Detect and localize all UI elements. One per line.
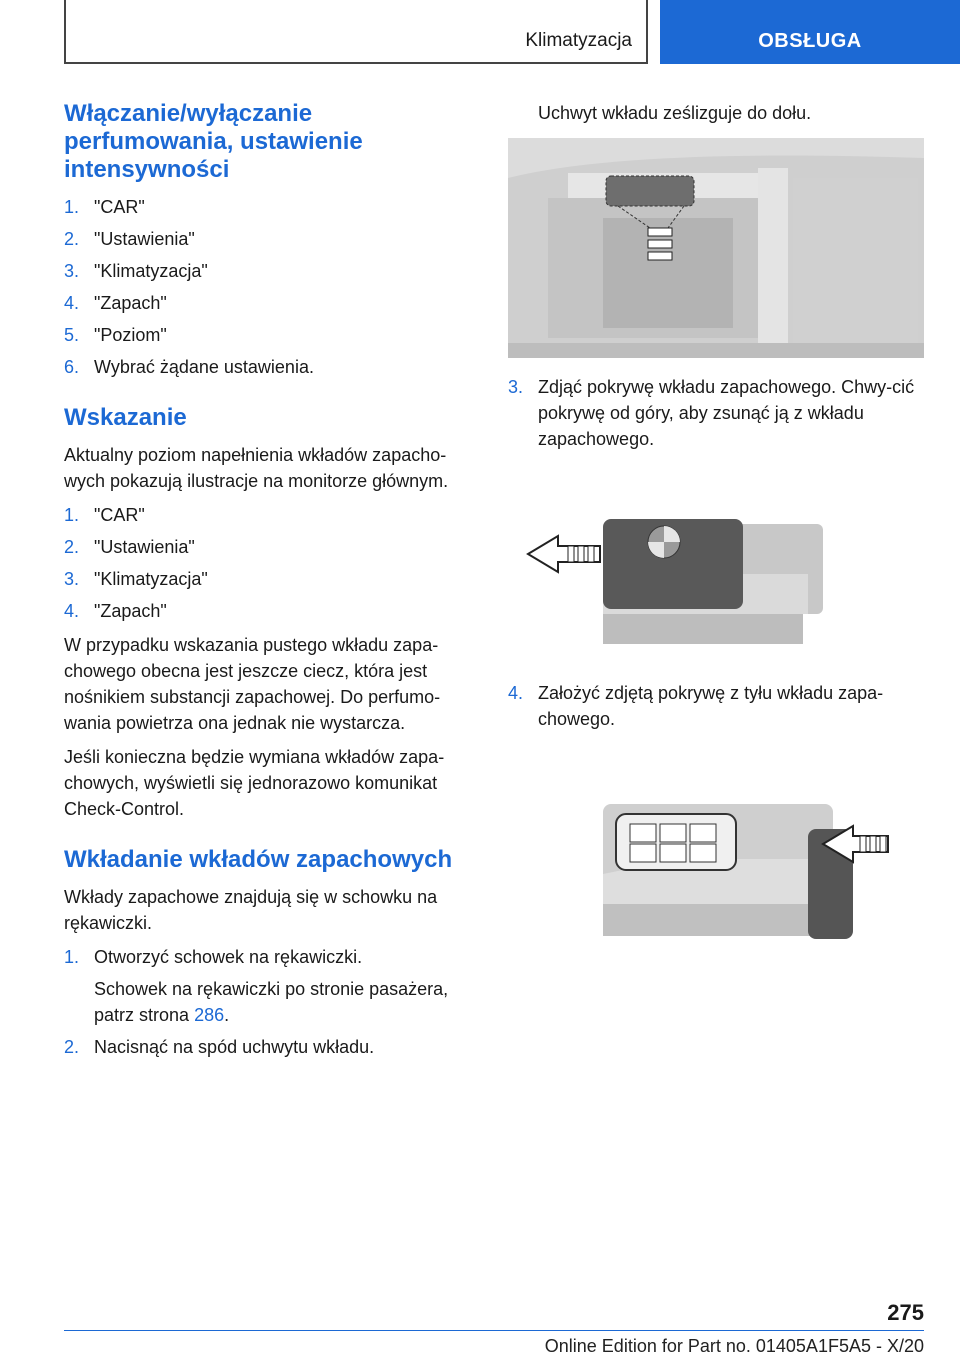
- list-item: 6. Wybrać żądane ustawienia.: [64, 357, 314, 377]
- glovebox-illustration: [508, 138, 924, 358]
- page-link[interactable]: 286: [194, 1005, 225, 1025]
- heading-perfume-toggle: Włączanie/wyłączanie perfumowania, ustawienie intensywności: [64, 100, 363, 183]
- list-item: 3. Zdjąć pokrywę wkładu zapachowego. Chwy-cić pokrywę od góry, aby zsunąć ją z wkładu zapachowego.: [508, 377, 915, 449]
- list-item: 4. "Zapach": [64, 293, 167, 313]
- cartridge-cover-removal-illustration: [508, 464, 924, 664]
- heading-indicator: Wskazanie: [64, 404, 187, 431]
- list-item: 4. "Zapach": [64, 601, 167, 621]
- list-item: 3. "Klimatyzacja": [64, 261, 208, 281]
- heading-insert-cartridges: Wkładanie wkładów zapachowych: [64, 846, 453, 873]
- edition-text: Online Edition for Part no. 01405A1F5A5 - X/20: [544, 1336, 924, 1356]
- paragraph-check-control: Jeśli konieczna będzie wymiana wkładów zapa-chowych, wyświetli się jednorazowo komunikat Check-Control.: [64, 747, 445, 819]
- list-item: 1. Otworzyć schowek na rękawiczki. Schowek na rękawiczki po stronie pasażera, patrz strona 286.: [64, 947, 449, 1025]
- cartridge-cover-reattach-illustration: [508, 744, 924, 964]
- header-box: [64, 0, 648, 64]
- list-item: 2. Nacisnąć na spód uchwytu wkładu.: [64, 1037, 375, 1057]
- steps-list-3: [64, 944, 474, 1060]
- section-title: Klimatyzacja: [525, 30, 632, 51]
- section-tab[interactable]: OBSŁUGA: [660, 0, 960, 64]
- list-item: 5. "Poziom": [64, 325, 167, 345]
- paragraph-indicator: Aktualny poziom napełnienia wkładów zapacho-wych pokazują ilustracje na monitorze głównym.: [64, 445, 449, 491]
- paragraph-holder-slides: Uchwyt wkładu ześlizguje do dołu.: [538, 103, 812, 123]
- paragraph-empty-cartridge: W przypadku wskazania pustego wkładu zapa-chowego obecna jest jeszcze ciecz, która jest nośnikiem substancji zapachowej. Do perfumo-wania powietrza ona jednak nie wystarcza.: [64, 635, 441, 733]
- list-item: 4. Założyć zdjętą pokrywę z tyłu wkładu zapa-chowego.: [508, 683, 884, 729]
- list-item: 2. "Ustawienia": [64, 229, 195, 249]
- page-number: 275: [887, 1300, 924, 1325]
- list-item: 2. "Ustawienia": [64, 537, 195, 557]
- steps-list-1: [64, 194, 474, 380]
- steps-list-right-2: [508, 680, 924, 732]
- steps-list-right-1: [508, 374, 924, 452]
- paragraph-location: Wkłady zapachowe znajdują się w schowku na rękawiczki.: [64, 887, 438, 933]
- list-item: 3. "Klimatyzacja": [64, 569, 208, 589]
- list-item: 1. "CAR": [64, 505, 145, 525]
- left-column: [64, 100, 474, 1068]
- steps-list-2: [64, 502, 474, 624]
- footer-divider: [64, 1330, 924, 1331]
- right-column: [508, 100, 924, 980]
- list-item: 1. "CAR": [64, 197, 145, 217]
